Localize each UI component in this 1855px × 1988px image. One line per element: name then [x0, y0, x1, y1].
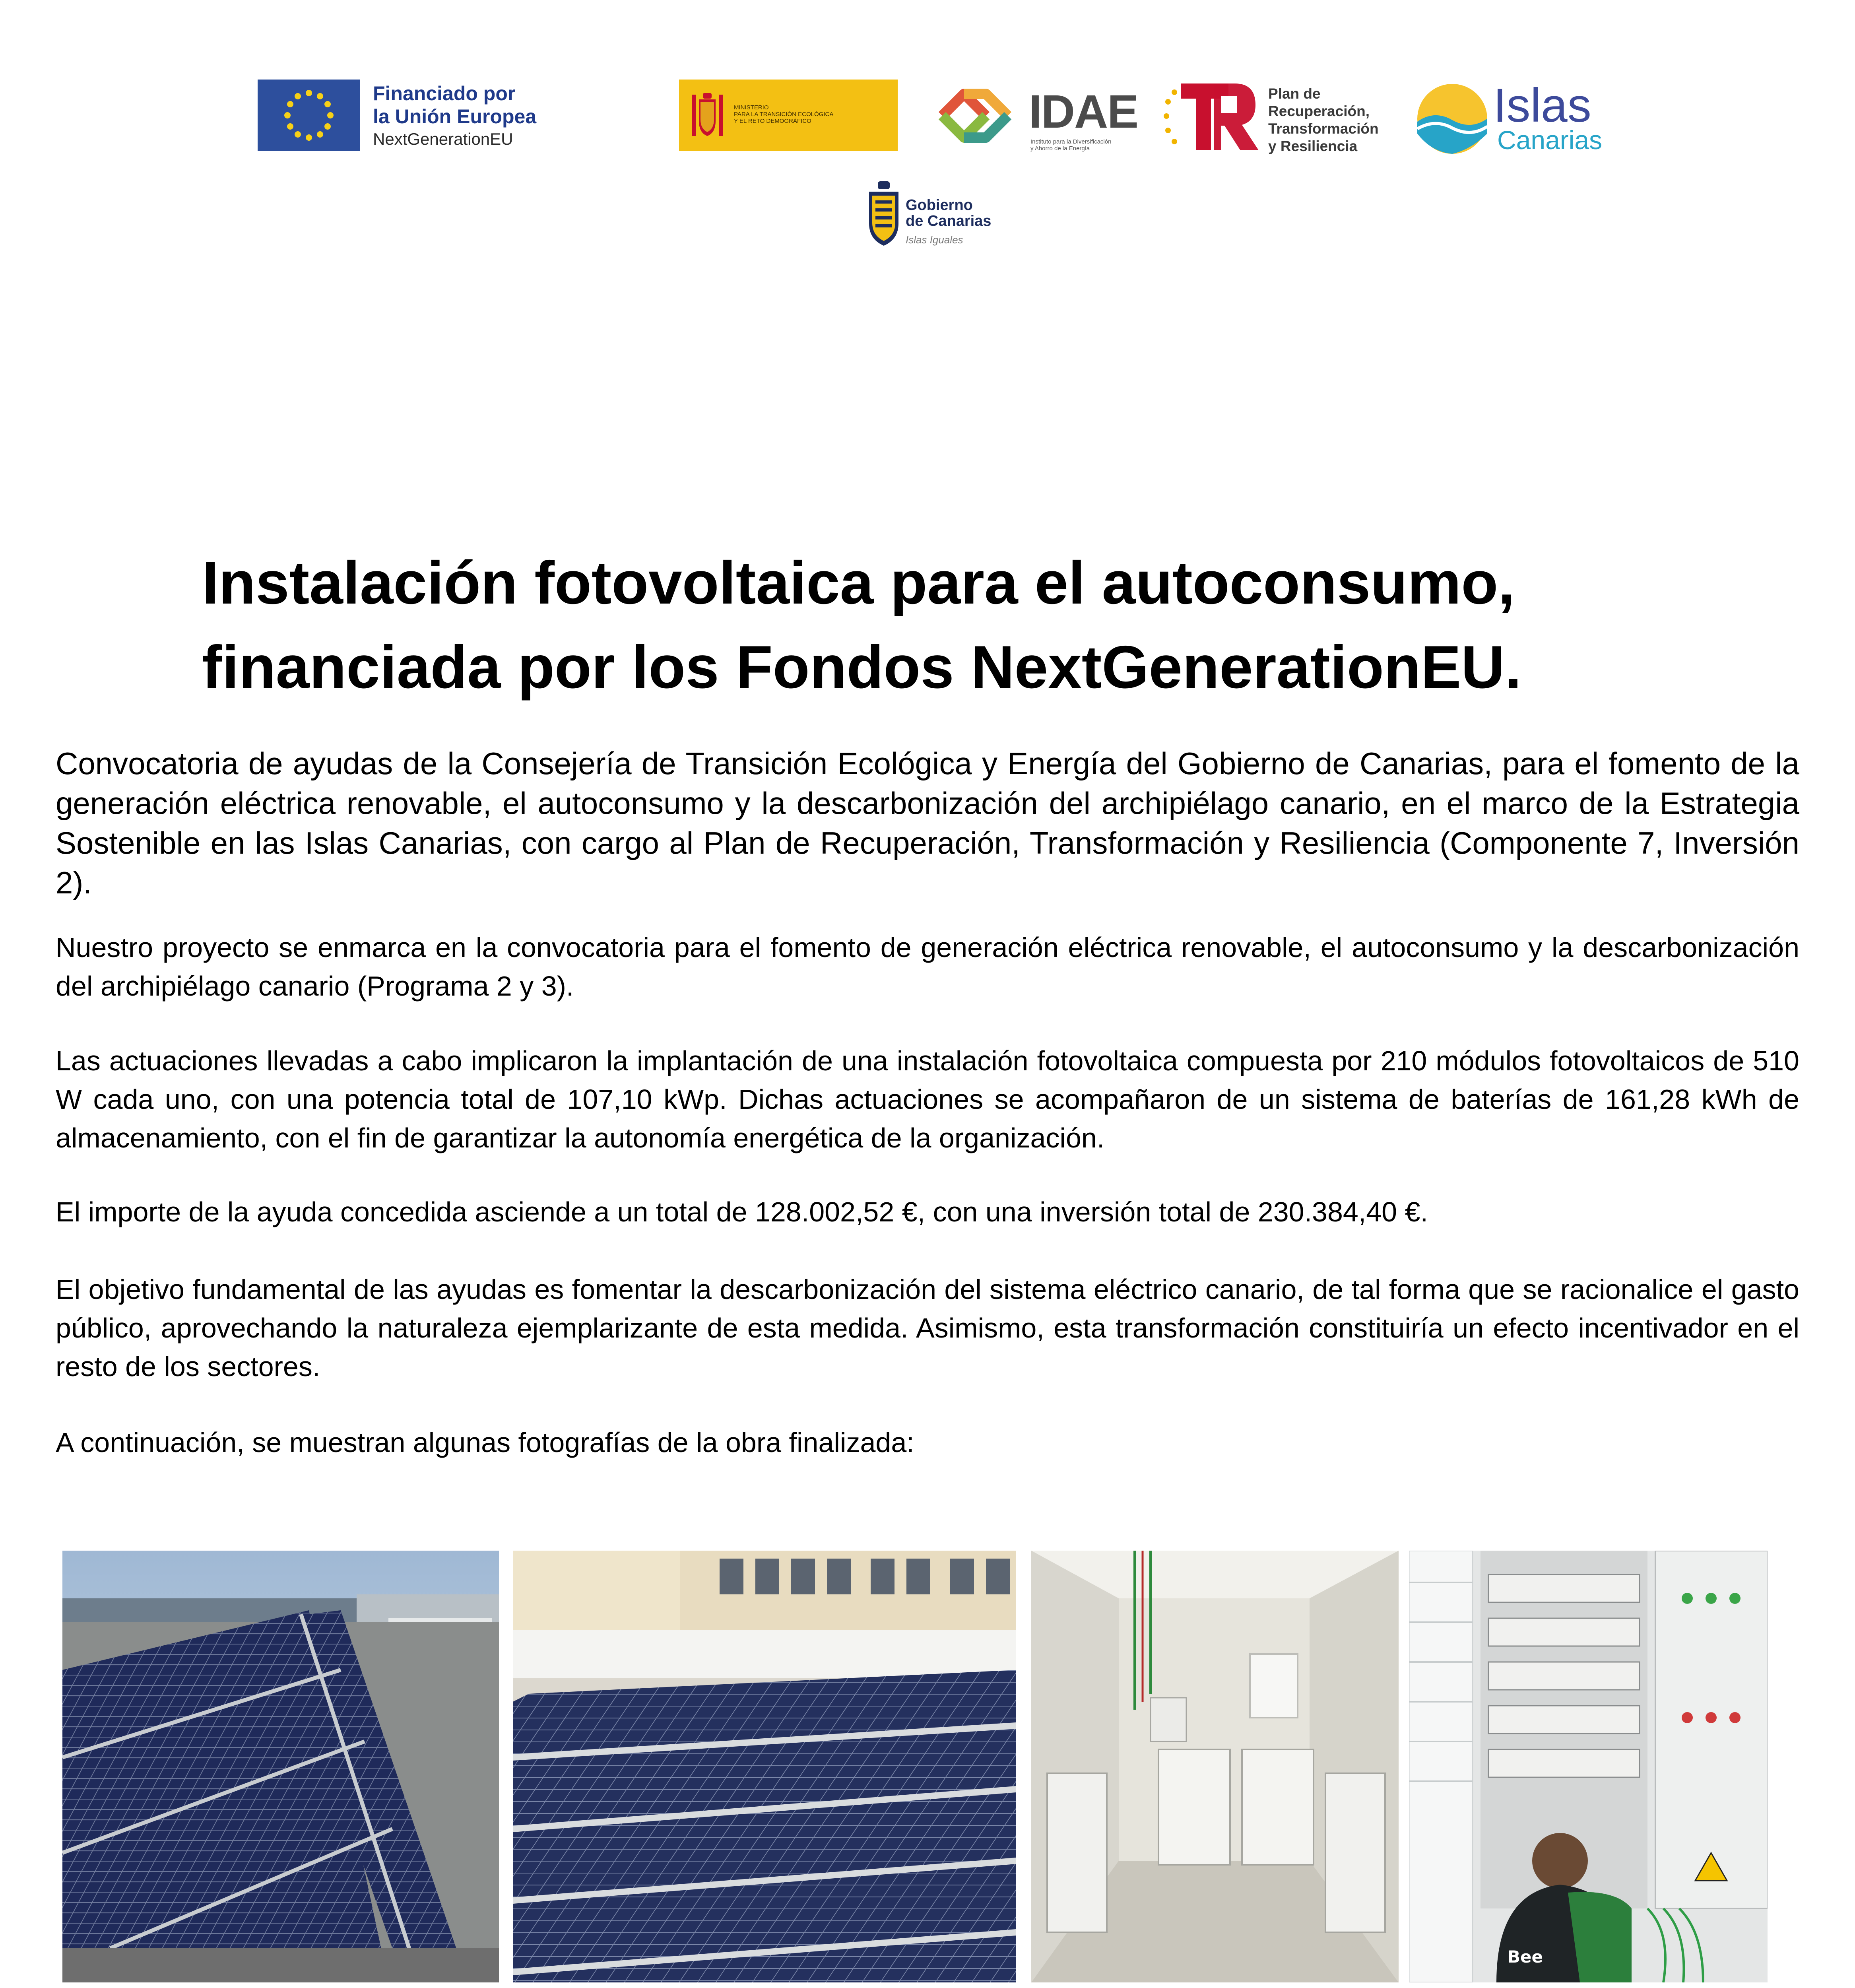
gobierno-canarias-shield-icon	[867, 180, 901, 247]
ministry-line3: Y EL RETO DEMOGRÁFICO	[734, 118, 811, 124]
eu-logo-line2: la Unión Europea	[373, 105, 537, 128]
ministry-logo	[679, 80, 898, 151]
photo-solar-carport	[62, 1551, 499, 1982]
islas-canarias-logo	[1415, 78, 1614, 156]
eu-logo-line3: NextGenerationEU	[373, 130, 513, 148]
gobierno-line1: Gobierno	[906, 197, 973, 214]
photo-electrical-panel	[1409, 1551, 1768, 1982]
amount-paragraph: El importe de la ayuda concedida asciende a un total de 128.002,52 €, con una inversión total de 230.384,40 €.	[56, 1196, 1428, 1227]
page-title-line1: Instalación fotovoltaica para el autoconsumo,	[202, 549, 1515, 617]
photos-intro-paragraph: A continuación, se muestran algunas fotografías de la obra finalizada:	[56, 1427, 914, 1458]
photo-battery-room	[1031, 1551, 1399, 1982]
intro-paragraph: Convocatoria de ayudas de la Consejería de Transición Ecológica y Energía del Gobierno de Canarias, para el fomento de la generación eléctrica renovable, el autoconsumo y la descarbonización del archipiélago canario, en el marco de la Estrategia Sostenible en las Islas Canarias, con cargo al Plan de Recuperación, Transformación y Resiliencia (Componente 7, Inversión 2).	[56, 746, 1799, 900]
idae-sub-line2: y Ahorro de la Energía	[1030, 145, 1090, 152]
page-title	[202, 541, 1713, 709]
eu-logo-line1: Financiado por	[373, 82, 516, 105]
idae-wordmark: IDAE	[1029, 85, 1138, 138]
prtr-line4: y Resiliencia	[1268, 138, 1358, 154]
spain-coat-of-arms-icon	[689, 91, 726, 140]
gobierno-tagline: Islas Iguales	[906, 234, 963, 246]
worker-shirt-text: Bee	[1508, 1947, 1543, 1967]
islas-sub-wordmark: Canarias	[1497, 125, 1603, 155]
prtr-line2: Recuperación,	[1268, 103, 1370, 119]
ministry-line1: MINISTERIO	[734, 104, 769, 111]
objective-paragraph: El objetivo fundamental de las ayudas es fomentar la descarbonización del sistema eléctrico canario, de tal forma que se racionalice el gasto público, aprovechando la naturaleza ejemplarizante de esta medida. Asimismo, esta transformación constituiría un efecto incentivador en el resto de los sectores.	[56, 1274, 1799, 1382]
gobierno-canarias-logo	[867, 180, 1010, 255]
eu-flag-icon	[258, 80, 360, 151]
idae-logo	[914, 78, 1137, 153]
islas-canarias-sun-wave-icon	[1415, 82, 1489, 156]
photo-rooftop-panels	[513, 1551, 1016, 1982]
gobierno-line2: de Canarias	[906, 213, 992, 229]
idae-sub-line1: Instituto para la Diversificación	[1030, 138, 1112, 145]
prtr-line1: Plan de	[1268, 85, 1321, 102]
idae-diamond-icon	[914, 78, 1022, 153]
ministry-line2: PARA LA TRANSICIÓN ECOLÓGICA	[734, 111, 834, 118]
recovery-plan-logo	[1161, 78, 1399, 156]
page-title-line2: financiada por los Fondos NextGenerationEU.	[202, 633, 1522, 701]
recovery-plan-tr-icon	[1161, 78, 1260, 156]
eu-funding-logo	[258, 80, 552, 151]
prtr-line3: Transformación	[1268, 120, 1379, 137]
islas-wordmark: Islas	[1493, 79, 1591, 132]
project-paragraph: Nuestro proyecto se enmarca en la convocatoria para el fomento de generación eléctrica renovable, el autoconsumo y la descarbonización del archipiélago canario (Programa 2 y 3).	[56, 932, 1799, 1002]
actions-paragraph: Las actuaciones llevadas a cabo implicaron la implantación de una instalación fotovoltaica compuesta por 210 módulos fotovoltaicos de 510 W cada uno, con una potencia total de 107,10 kWp. Dichas actuaciones se acompañaron de un sistema de baterías de 161,28 kWh de almacenamiento, con el fin de garantizar la autonomía energética de la organización.	[56, 1045, 1799, 1153]
